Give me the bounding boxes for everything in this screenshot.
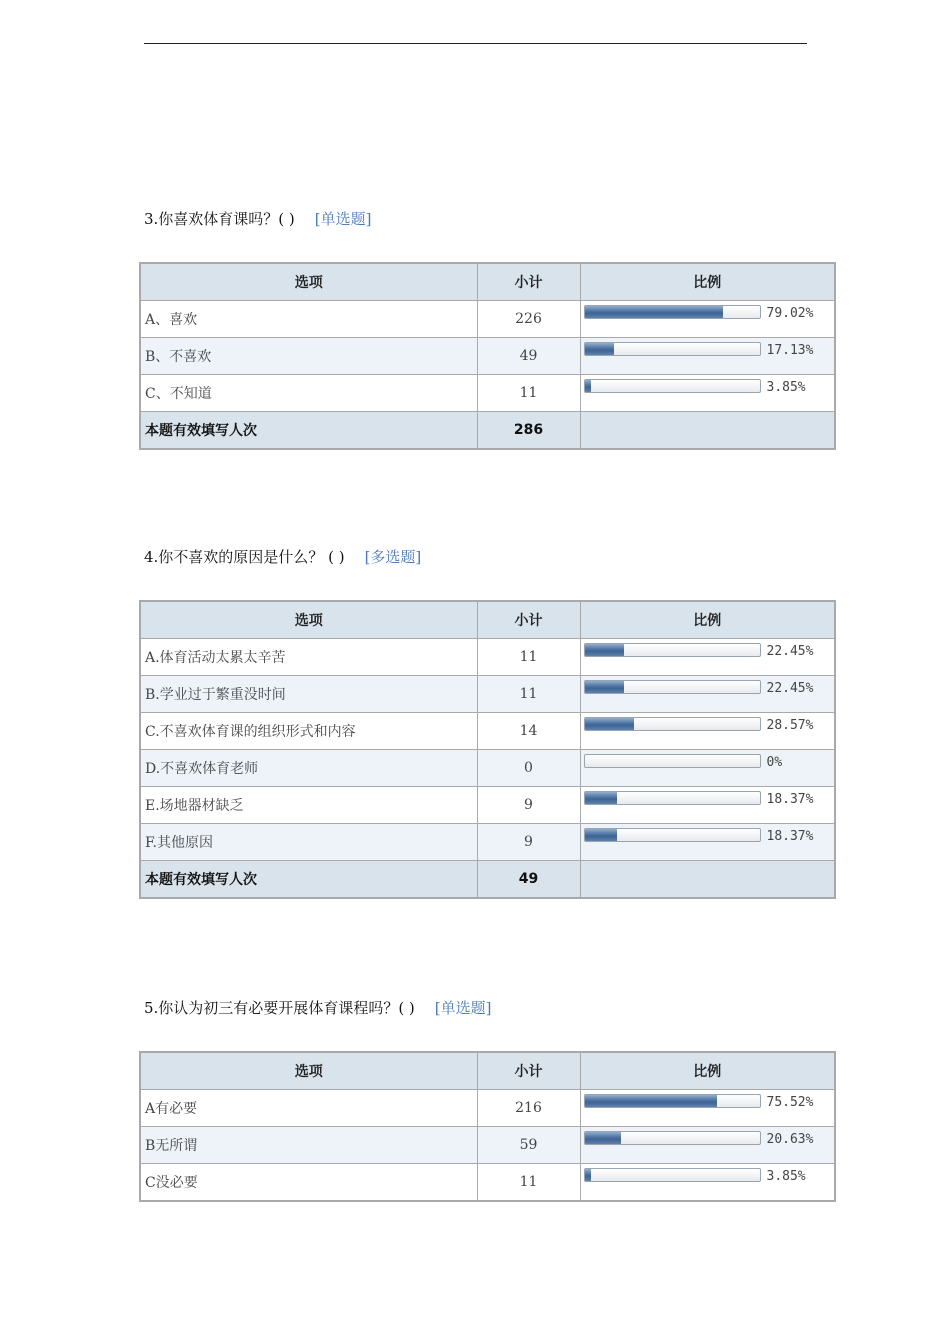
ratio-progress-bar [584, 1168, 761, 1182]
column-header-count: 小计 [477, 601, 580, 639]
option-count: 11 [477, 1164, 580, 1202]
option-label: C没必要 [140, 1164, 477, 1202]
column-header-option: 选项 [140, 1052, 477, 1090]
ratio-progress-fill [585, 306, 723, 318]
table-row [140, 338, 835, 375]
table-row [140, 713, 835, 750]
ratio-progress-bar [584, 342, 761, 356]
column-header-ratio: 比例 [580, 1052, 835, 1090]
table-header-row [140, 1052, 835, 1090]
option-label: A.体育活动太累太辛苦 [140, 639, 477, 676]
table-row [140, 639, 835, 676]
ratio-percent-text: 22.45% [766, 644, 814, 659]
option-count: 9 [477, 824, 580, 861]
option-count: 216 [477, 1090, 580, 1127]
question-title [144, 208, 372, 229]
option-count: 11 [477, 639, 580, 676]
option-ratio-cell [580, 338, 835, 375]
option-ratio-cell [580, 750, 835, 787]
option-label: B.学业过于繁重没时间 [140, 676, 477, 713]
table-row [140, 1090, 835, 1127]
total-empty-cell [580, 412, 835, 450]
results-table [139, 600, 836, 899]
ratio-progress-fill [585, 644, 624, 656]
option-label: C、不知道 [140, 375, 477, 412]
option-count: 11 [477, 676, 580, 713]
total-row [140, 861, 835, 899]
question-text: 5.你认为初三有必要开展体育课程吗？( ) [144, 999, 415, 1017]
ratio-percent-text: 75.52% [766, 1095, 814, 1110]
option-label: D.不喜欢体育老师 [140, 750, 477, 787]
column-header-option: 选项 [140, 601, 477, 639]
header-rule [144, 43, 807, 44]
column-header-ratio: 比例 [580, 601, 835, 639]
ratio-progress-fill [585, 829, 617, 841]
option-label: A有必要 [140, 1090, 477, 1127]
total-label: 本题有效填写人次 [140, 412, 477, 450]
table-row [140, 824, 835, 861]
ratio-progress-fill [585, 343, 615, 355]
ratio-progress-fill [585, 1095, 717, 1107]
question-title [144, 546, 421, 567]
option-label: A、喜欢 [140, 301, 477, 338]
option-count: 0 [477, 750, 580, 787]
question-type-label: [单选题] [314, 210, 372, 228]
total-empty-cell [580, 861, 835, 899]
ratio-progress-fill [585, 718, 635, 730]
question-type-label: [单选题] [434, 999, 492, 1017]
ratio-progress-bar [584, 1094, 761, 1108]
ratio-progress-fill [585, 681, 624, 693]
option-count: 59 [477, 1127, 580, 1164]
ratio-progress-bar [584, 1131, 761, 1145]
ratio-percent-text: 17.13% [766, 343, 814, 358]
table-row [140, 676, 835, 713]
column-header-count: 小计 [477, 263, 580, 301]
ratio-percent-text: 3.85% [766, 1169, 806, 1184]
option-count: 49 [477, 338, 580, 375]
ratio-progress-bar [584, 791, 761, 805]
option-ratio-cell [580, 639, 835, 676]
ratio-progress-bar [584, 643, 761, 657]
option-ratio-cell [580, 824, 835, 861]
question-text: 4.你不喜欢的原因是什么？ ( ) [144, 548, 345, 566]
ratio-percent-text: 18.37% [766, 829, 814, 844]
option-ratio-cell [580, 375, 835, 412]
table-row [140, 1164, 835, 1202]
option-label: C.不喜欢体育课的组织形式和内容 [140, 713, 477, 750]
table-header-row [140, 601, 835, 639]
option-count: 14 [477, 713, 580, 750]
ratio-percent-text: 20.63% [766, 1132, 814, 1147]
ratio-progress-bar [584, 305, 761, 319]
ratio-percent-text: 22.45% [766, 681, 814, 696]
option-label: E.场地器材缺乏 [140, 787, 477, 824]
option-ratio-cell [580, 1090, 835, 1127]
ratio-progress-fill [585, 1169, 592, 1181]
table-row [140, 375, 835, 412]
total-row [140, 412, 835, 450]
results-table [139, 1051, 836, 1202]
question-title [144, 997, 492, 1018]
option-ratio-cell [580, 787, 835, 824]
table-header-row [140, 263, 835, 301]
option-ratio-cell [580, 713, 835, 750]
total-label: 本题有效填写人次 [140, 861, 477, 899]
table-row [140, 1127, 835, 1164]
column-header-count: 小计 [477, 1052, 580, 1090]
ratio-percent-text: 0% [766, 755, 783, 770]
results-table [139, 262, 836, 450]
question-text: 3.你喜欢体育课吗？( ) [144, 210, 295, 228]
table-row [140, 787, 835, 824]
option-label: B无所谓 [140, 1127, 477, 1164]
option-count: 11 [477, 375, 580, 412]
option-label: F.其他原因 [140, 824, 477, 861]
total-count: 49 [477, 861, 580, 899]
ratio-progress-fill [585, 380, 592, 392]
option-ratio-cell [580, 1164, 835, 1202]
ratio-progress-bar [584, 828, 761, 842]
ratio-percent-text: 28.57% [766, 718, 814, 733]
table-row [140, 750, 835, 787]
option-ratio-cell [580, 1127, 835, 1164]
total-count: 286 [477, 412, 580, 450]
option-count: 9 [477, 787, 580, 824]
table-row [140, 301, 835, 338]
ratio-progress-bar [584, 379, 761, 393]
column-header-ratio: 比例 [580, 263, 835, 301]
ratio-progress-bar [584, 754, 761, 768]
ratio-progress-bar [584, 717, 761, 731]
question-type-label: [多选题] [364, 548, 422, 566]
option-ratio-cell [580, 301, 835, 338]
column-header-option: 选项 [140, 263, 477, 301]
option-label: B、不喜欢 [140, 338, 477, 375]
ratio-percent-text: 3.85% [766, 380, 806, 395]
ratio-percent-text: 79.02% [766, 306, 814, 321]
ratio-progress-fill [585, 1132, 621, 1144]
ratio-percent-text: 18.37% [766, 792, 814, 807]
ratio-progress-bar [584, 680, 761, 694]
option-count: 226 [477, 301, 580, 338]
ratio-progress-fill [585, 792, 617, 804]
option-ratio-cell [580, 676, 835, 713]
